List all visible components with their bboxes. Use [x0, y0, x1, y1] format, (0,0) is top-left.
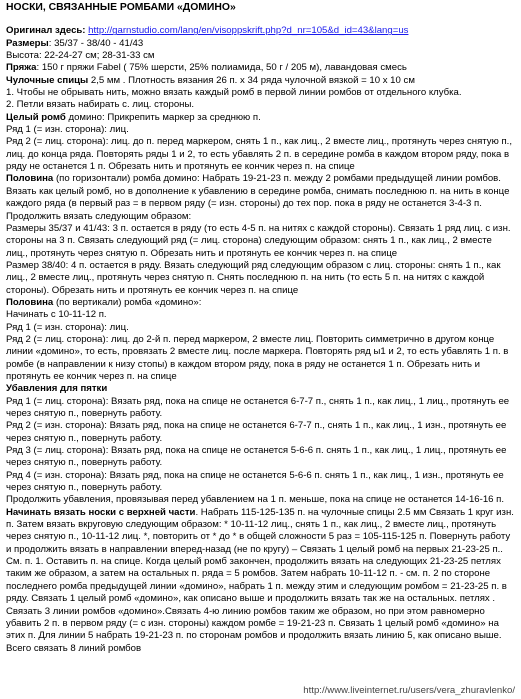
- needles-value: 2,5 мм . Плотность вязания 26 п. х 34 ряда чулочной вязкой = 10 х 10 см: [88, 74, 415, 86]
- half-vertical-heading: [6, 297, 515, 309]
- sizes-b-paragraph: Размер 38/40: 4 п. остается в ряду. Вязать следующий ряд следующим образом с лиц. стороны: снять 1 п., как лиц., 2 вместе лиц., протянуть через снятую п. Снять последнюю п. на нить (то есть 5 п. на нитях с каждой стороны). Обрезать нить и протянуть ее кончик через п. на спице: [6, 259, 501, 296]
- start-text: . Набрать 115-125-135 п. на чулочные спицы 2.5 мм Связать 1 круг изн. п. Затем вязать вкруговую следующим образом: * 10-11-12 лиц., снять 1 п., как лиц., 2 вместе лиц., протянуть через снятую п., 10-11-12 лиц. *, повторить от * до * в общей сложности 5 раз = 105-115-125 п. Повернуть работу и продолжить вязать в направлении вперед-назад (не по кругу) – Связать 1 целый ромб на первых 21-23-25 п.. См. п. 1. Оставить п. на спице. Когда целый ромб закончен, продолжить вязать на следующих 21-23-25 петлях таким же образом, а затем на остальных п. ряда = 5 ромбов. Затем набрать 10-11-12 п. - см. п. 2 по стороне последнего ромба предыдущей линии «домино», набрать 1 п. между этим и следующим ромбом = 21-23-25 п. в ряду. Связать 1 целый ромб «домино», как описано выше и продолжить вязать так же на остальных. петлях . Связать 3 линии ромбов «домино».Связать 4-ю линию ромбов таким же образом, но при этом равномерно убавить 2 п. в первом ряду (= с изн. стороны) каждом ромбе = 19-21-23 п. Связать 1 целый ромб «домино» на этих п. Для линии 5 набрать 19-21-23 п. по сторонам ромбов и продолжить вязать линию 5, как описано выше. Всего связать 8 линий ромбов: [6, 506, 514, 654]
- sizes-value: : 35/37 - 38/40 - 41/43: [48, 37, 144, 49]
- heel-row-2: Ряд 2 (= изн. сторона): Вязать ряд, пока на спице не останется 6-7-7 п., снять 1 п., как лиц., 1 изн., протянуть ее через снятую п., повернуть работу.: [6, 420, 507, 444]
- source-line: [6, 25, 515, 37]
- sizes-label: Размеры: [6, 37, 49, 49]
- note-1: 1. Чтобы не обрывать нить, можно вязать каждый ромб в первой линии ромбов от отдельного клубка.: [6, 87, 462, 99]
- halfv-label: Половина: [6, 296, 54, 308]
- yarn-label: Пряжа: [6, 62, 37, 74]
- yarn-value: : 150 г пряжи Fabel ( 75% шерсти, 25% полиамида, 50 г / 205 м), лавандовая смесь: [36, 62, 407, 74]
- halfv-row-2: Ряд 2 (= лиц. сторона): лиц. до 2-й п. перед маркером, 2 вместе лиц. Повторить симметрично в другом конце линии «домино», то есть, провязать 2 вместе лиц. после маркера. Повторять ряд ы1 и 2, то есть убавлять 1 п. в ромбе (в направлении к низу стопы) в каждом втором ряду, пока в ряду не останется 1 п. Обрезать нить и протянуть ее кончик через п. на спице: [6, 333, 509, 382]
- halfv-row-1: Ряд 1 (= изн. сторона): лиц.: [6, 321, 129, 333]
- watermark-url: http://www.liveinternet.ru/users/vera_zhuravlenko/: [303, 684, 515, 696]
- halfv-cast-on: Начинать с 10-11-12 п.: [6, 309, 107, 321]
- halfv-text: (по вертикали) ромба «домино»:: [53, 296, 202, 308]
- note-2: 2. Петли вязать набирать с. лиц. стороны.: [6, 99, 195, 111]
- sizes-line: [6, 38, 515, 50]
- half-text: (по горизонтали) ромба домино: Набрать 19-21-23 п. между 2 ромбами предыдущей линии ромбов. Вязать как целый ромб, но в дополнение к убавлению в середине ромба, снимать последнюю п. на нить в конце каждого ряда (в первый раз = в первом ряду (= изн. стороны) до тех пор. пока в ряду не останется 3-4-3 п. Продолжить вязать следующим образом:: [6, 173, 510, 222]
- heel-row-4: Ряд 4 (= изн. сторона): Вязать ряд, пока на спице не останется 5-6-6 п. снять 1 п., как лиц., 1 изн., протянуть ее через снятую п., повернуть работу.: [6, 469, 504, 494]
- heel-label: Убавления для пятки: [6, 383, 108, 395]
- start-label: Начинать вязать носки с верхней части: [6, 506, 196, 518]
- whole-text: домино: Прикрепить маркер за среднюю п.: [65, 111, 261, 123]
- document-title: НОСКИ, СВЯЗАННЫЕ РОМБАМИ «ДОМИНО»: [6, 2, 236, 13]
- needles-label: Чулочные спицы: [6, 74, 89, 86]
- yarn-line: [6, 62, 515, 74]
- heel-row-1: Ряд 1 (= лиц. сторона): Вязать ряд, пока на спице не останется 6-7-7 п., снять 1 п., как лиц., 1 лиц., протянуть ее через снятую п., повернуть работу.: [6, 395, 510, 419]
- sizes-a-paragraph: Размеры 35/37 и 41/43: 3 п. остается в ряду (то есть 4-5 п. на нитях с каждой стороны). Связать 1 ряд лиц. с изн. стороны на 3 п. Связать следующий ряд (= лиц. сторона) следующим образом: снять 1 п., как лиц., 2 вместе лиц., протянуть через снятую п. Обрезать нить и протянуть ее кончик через п. на спице: [6, 222, 511, 259]
- source-label: Оригинал здесь:: [6, 25, 86, 37]
- heel-heading: [6, 383, 515, 395]
- whole-label: Целый ромб: [6, 111, 66, 123]
- half-label: Половина: [6, 173, 54, 185]
- heel-continue: Продолжить убавления, провязывая перед убавлением на 1 п. меньше, пока на спице не останется 14-16-16 п.: [6, 494, 505, 506]
- whole-diamond-heading: [6, 112, 515, 124]
- start-paragraph: [6, 507, 515, 655]
- needles-line: [6, 75, 515, 87]
- whole-row-2: Ряд 2 (= лиц. сторона): лиц. до п. перед маркером, снять 1 п., как лиц., 2 вместе лиц., протянуть через снятую п., лиц. до конца ряда. Повторять ряды 1 и 2, то есть убавлять 2 п. в середине ромба в каждом втором ряду, пока в ряду не останется 1 п. Обрезать нить и протянуть ее кончик через п. на спице: [6, 136, 512, 173]
- whole-row-1: Ряд 1 (= изн. сторона): лиц.: [6, 124, 129, 136]
- heel-row-3: Ряд 3 (= лиц. сторона): Вязать ряд, пока на спице не останется 5-6-6 п. снять 1 п., как лиц., 1 лиц., протянуть ее через снятую п., повернуть работу.: [6, 445, 507, 469]
- source-link[interactable]: http://garnstudio.com/lang/en/visoppskrift.php?d_nr=105&d_id=43&lang=us: [88, 25, 409, 37]
- half-diamond-paragraph: [6, 173, 515, 222]
- height-line: Высота: 22-24-27 см; 28-31-33 см: [6, 50, 155, 62]
